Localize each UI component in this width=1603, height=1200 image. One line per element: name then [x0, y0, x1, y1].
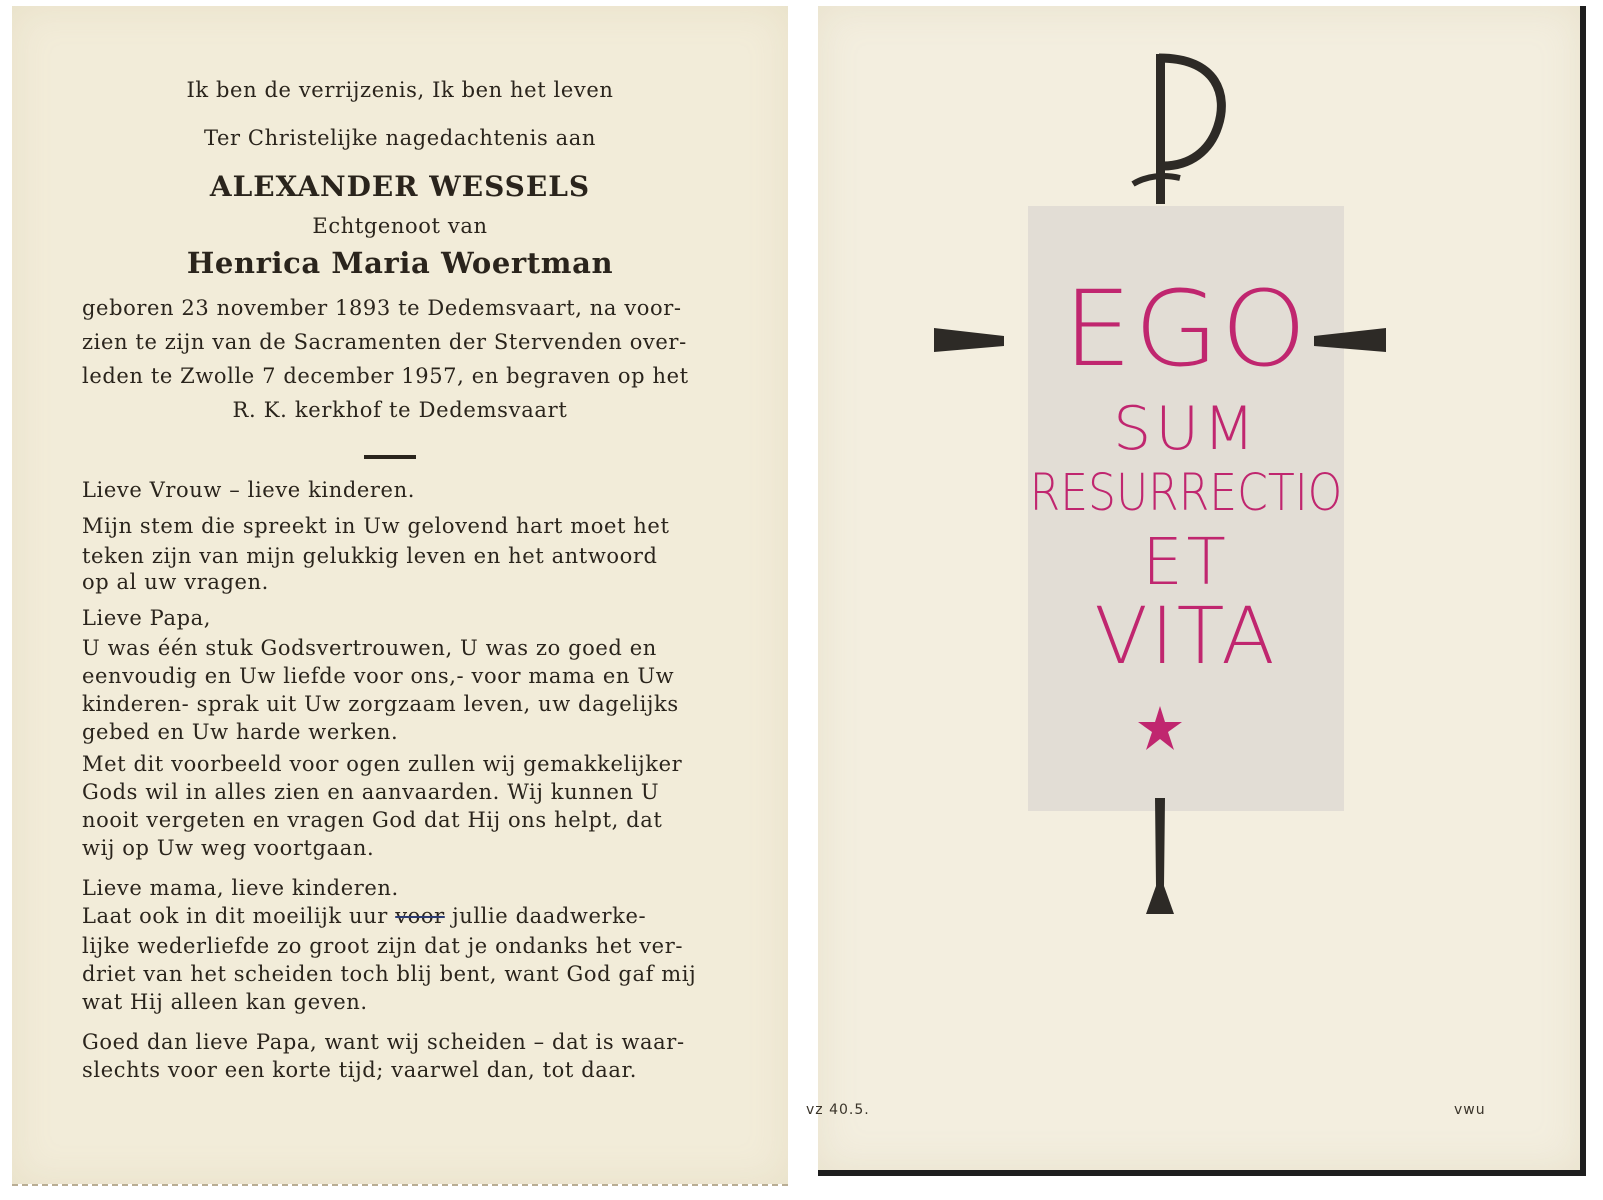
paragraph-line: Lieve Vrouw – lieve kinderen. [82, 478, 415, 502]
divider [364, 455, 416, 459]
motto-line: EGO [1063, 268, 1309, 390]
bio-line: leden te Zwolle 7 december 1957, en begraven op het [82, 364, 689, 388]
paragraph-line: op al uw vragen. [82, 570, 269, 594]
paragraph-line: nooit vergeten en vragen God dat Hij ons helpt, dat [82, 808, 663, 832]
paragraph-line: driet van het scheiden toch blij bent, want God gaf mij [82, 962, 697, 986]
paragraph-line: Met dit voorbeeld voor ogen zullen wij gemakkelijker [82, 752, 683, 776]
paragraph-line: Lieve Papa, [82, 606, 212, 630]
paragraph-line: Gods wil in alles zien en aanvaarden. Wij kunnen U [82, 780, 660, 804]
motto-line: SUM [1113, 394, 1259, 464]
star-icon [1138, 706, 1182, 750]
paragraph-line: wij op Uw weg voortgaan. [82, 836, 375, 860]
paragraph-line: Lieve mama, lieve kinderen. [82, 876, 399, 900]
intro-line-1: Ik ben de verrijzenis, Ik ben het leven [186, 78, 614, 102]
bio-line: zien te zijn van de Sacramenten der Stervenden over- [82, 330, 687, 354]
motto-line: VITA [1094, 592, 1278, 682]
paragraph-line: teken zijn van mijn gelukkig leven en het antwoord [82, 544, 658, 568]
paragraph-line: gebed en Uw harde werken. [82, 720, 399, 744]
paragraph-line: eenvoudig en Uw liefde voor ons,- voor mama en Uw [82, 664, 675, 688]
paragraph-line: Goed dan lieve Papa, want wij scheiden – dat is waar- [82, 1030, 685, 1054]
paragraph-line-with-correction: Laat ook in dit moeilijk uur voor jullie daadwerke- [82, 904, 647, 928]
print-code-right: vwu [1454, 1102, 1486, 1118]
struck-word: voor [395, 904, 445, 928]
motto-line: RESURRECTIO [1029, 464, 1343, 523]
print-code-left: vz 40.5. [806, 1102, 870, 1118]
paragraph-line: Mijn stem die spreekt in Uw gelovend hart moet het [82, 514, 670, 538]
paragraph-line: kinderen- sprak uit Uw zorgzaam leven, uw dagelijks [82, 692, 679, 716]
spouse-name: Henrica Maria Woertman [186, 246, 614, 280]
motto-line: ET [1142, 526, 1230, 600]
perforated-edge [12, 1184, 788, 1186]
spouse-label: Echtgenoot van [312, 214, 488, 238]
paragraph-line: wat Hij alleen kan geven. [82, 990, 368, 1014]
memorial-card-image-side [806, 6, 1586, 1176]
paragraph-line: lijke wederliefde zo groot zijn dat je ondanks het ver- [82, 934, 684, 958]
bio-line: R. K. kerkhof te Dedemsvaart [232, 398, 568, 422]
paragraph-line: U was één stuk Godsvertrouwen, U was zo goed en [82, 636, 657, 660]
bio-line: geboren 23 november 1893 te Dedemsvaart, na voor- [82, 296, 682, 320]
intro-line-2: Ter Christelijke nagedachtenis aan [204, 126, 596, 150]
memorial-card-text-side [12, 6, 788, 1184]
paragraph-line: slechts voor een korte tijd; vaarwel dan, tot daar. [82, 1058, 638, 1082]
deceased-name: ALEXANDER WESSELS [209, 170, 591, 203]
